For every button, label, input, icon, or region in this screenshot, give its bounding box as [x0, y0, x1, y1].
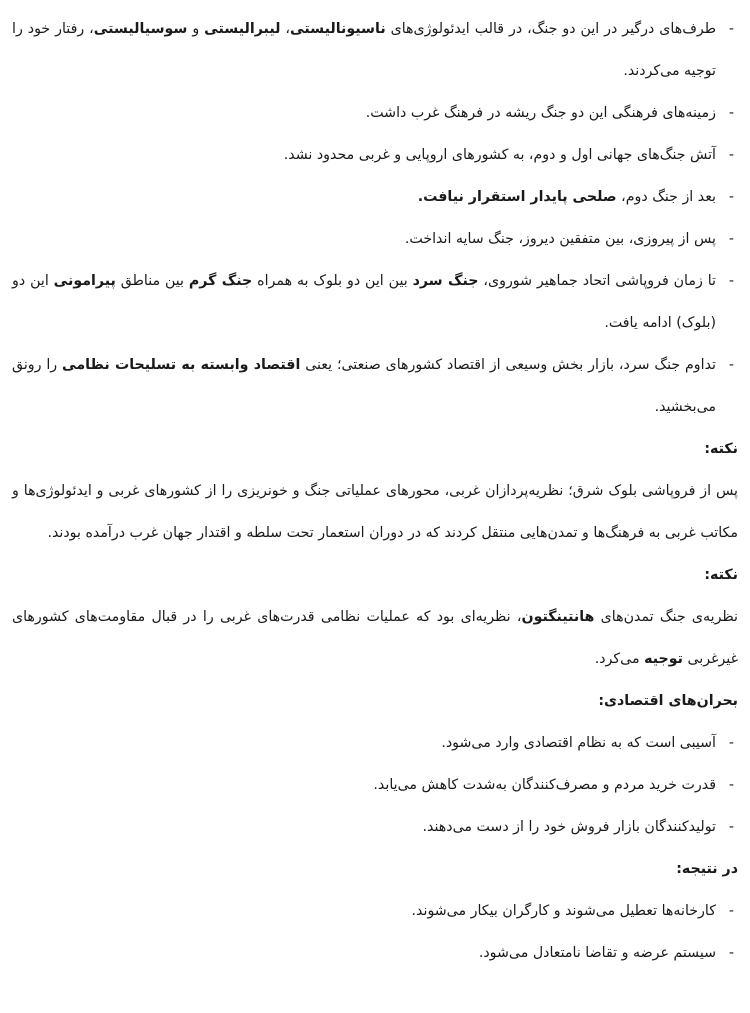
note-heading: نکته:: [704, 567, 738, 583]
section-heading: بحران‌های اقتصادی:: [598, 693, 738, 709]
list-item: - تولیدکنندگان بازار فروش خود را از دست می‌دهند.: [12, 806, 738, 848]
list-item: - آتش جنگ‌های جهانی اول و دوم، به کشورهای اروپایی و غربی محدود نشد.: [12, 134, 738, 176]
list-item: - قدرت خرید مردم و مصرف‌کنندگان به‌شدت کاهش می‌یابد.: [12, 764, 738, 806]
section-heading: در نتیجه:: [676, 861, 738, 877]
document-page: [12, 0, 738, 974]
list-item: - کارخانه‌ها تعطیل می‌شوند و کارگران بیکار می‌شوند.: [12, 890, 738, 932]
list-item: - تا زمان فروپاشی اتحاد جماهیر شوروی، جنگ سرد بین این دو بلوک به همراه جنگ گرم بین مناطق پیرامونی این دو (بلوک) ادامه یافت.: [12, 260, 738, 344]
note-paragraph: پس از فروپاشی بلوک شرق؛ نظریه‌پردازان غربی، محورهای عملیاتی جنگ و خونریزی را از کشورهای غربی و ایدئولوژی‌ها و مکاتب غربی به فرهنگ‌ها و تمدن‌هایی منتقل کردند که در دوران استعمار تحت سلطه و اقتدار جهان غرب درآمده بودند.: [12, 483, 738, 541]
note-heading: نکته:: [704, 441, 738, 457]
list-item: - زمینه‌های فرهنگی این دو جنگ ریشه در فرهنگ غرب داشت.: [12, 92, 738, 134]
list-item: - بعد از جنگ دوم، صلحی پایدار استقرار نیافت.: [12, 176, 738, 218]
list-item: - پس از پیروزی، بین متفقین دیروز، جنگ سایه انداخت.: [12, 218, 738, 260]
list-item: - طرف‌های درگیر در این دو جنگ، در قالب ایدئولوژی‌های ناسیونالیستی، لیبرالیستی و سوسیالیستی، رفتار خود را توجیه می‌کردند.: [12, 8, 738, 92]
list-item: - تداوم جنگ سرد، بازار بخش وسیعی از اقتصاد کشورهای صنعتی؛ یعنی اقتصاد وابسته به تسلیحات نظامی را رونق می‌بخشید.: [12, 344, 738, 428]
note-paragraph: نظریه‌ی جنگ تمدن‌های هانتینگتون، نظریه‌ای بود که عملیات نظامی قدرت‌های غربی را در قبال مقاومت‌های کشورهای غیرغربی توجیه می‌کرد.: [12, 609, 738, 667]
list-item: - سیستم عرضه و تقاضا نامتعادل می‌شود.: [12, 932, 738, 974]
list-item: - آسیبی است که به نظام اقتصادی وارد می‌شود.: [12, 722, 738, 764]
